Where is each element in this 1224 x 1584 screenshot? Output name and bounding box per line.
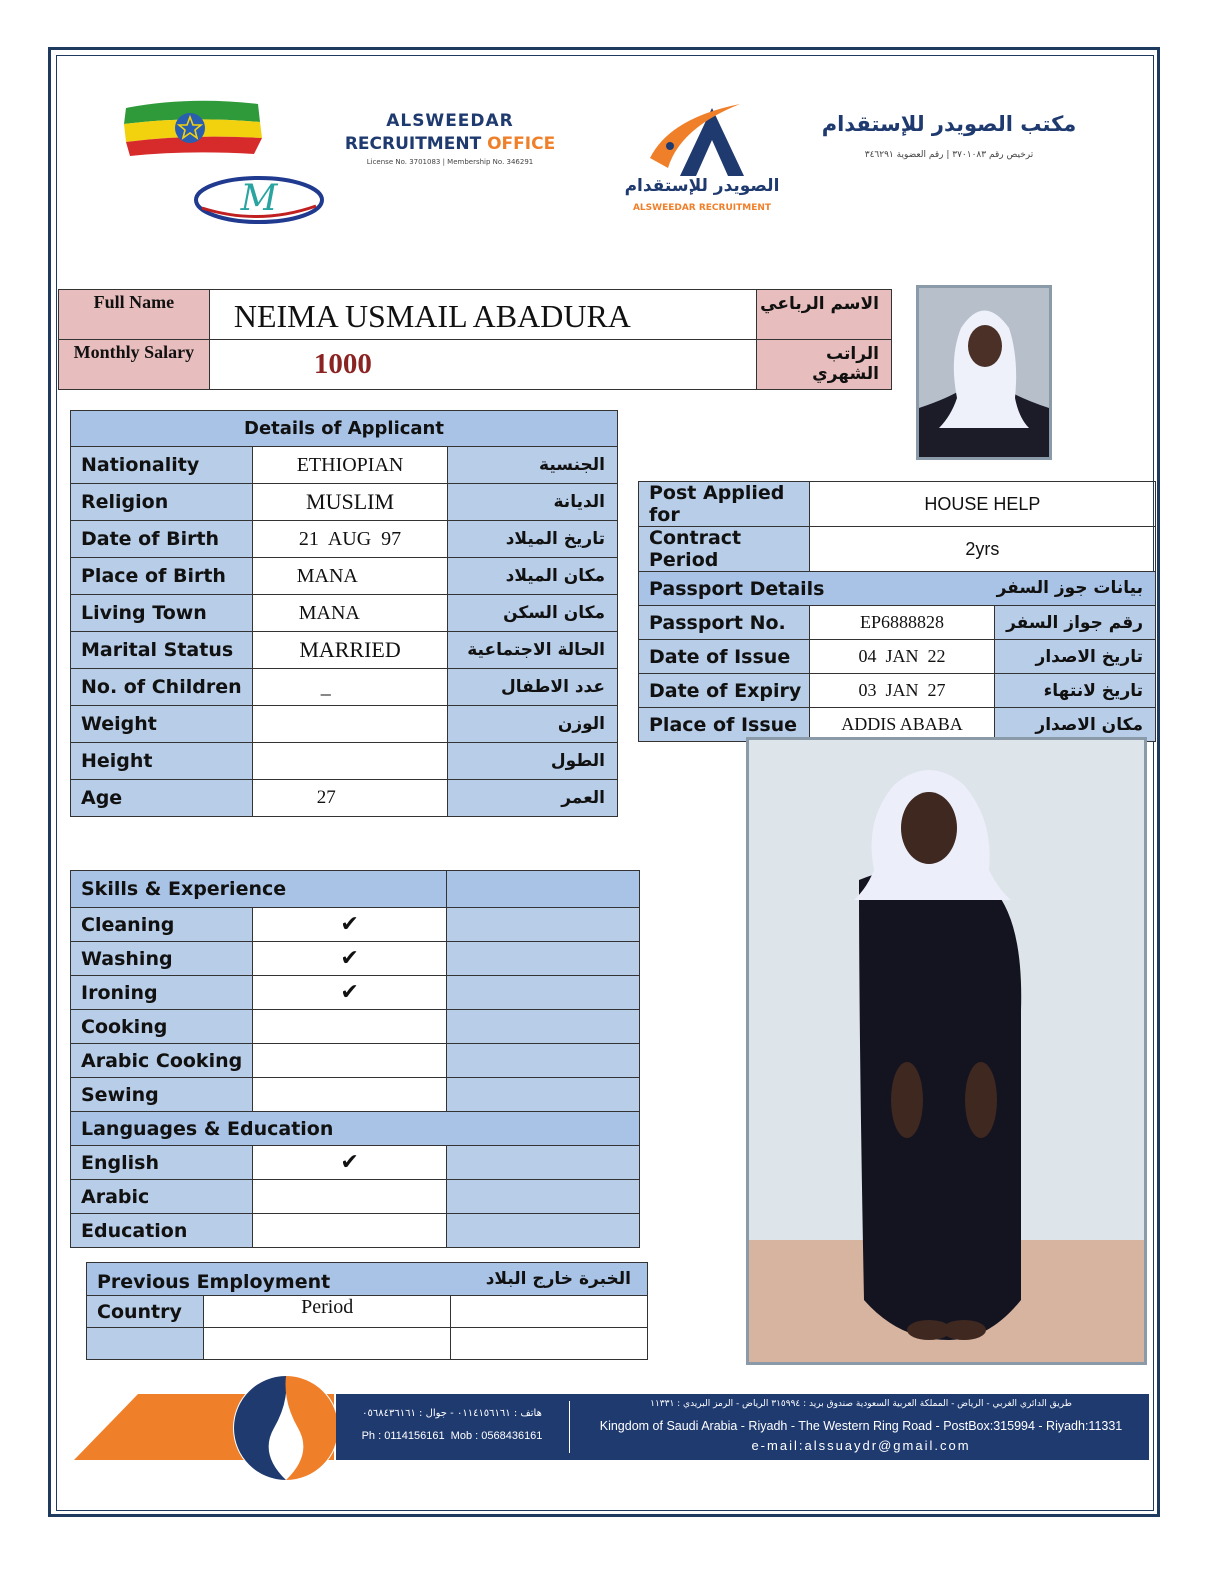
- country-label: Country: [87, 1296, 204, 1328]
- employment-extra-cell: [451, 1328, 648, 1360]
- license-line: License No. 3701083 | Membership No. 346291: [366, 158, 534, 166]
- footer-graphic-icon: [74, 1376, 354, 1486]
- skill-label: Sewing: [71, 1078, 253, 1112]
- detail-label: Place of Birth: [71, 558, 253, 595]
- detail-value: MUSLIM: [252, 484, 448, 521]
- detail-label: Age: [71, 780, 253, 817]
- skill-check: ✔: [252, 908, 447, 942]
- m-logo-icon: [192, 170, 326, 226]
- detail-ar: تاريخ الميلاد: [448, 521, 618, 558]
- ethiopia-flag-icon: [118, 96, 268, 162]
- language-extra: [447, 1146, 640, 1180]
- language-extra: [447, 1180, 640, 1214]
- language-label: Arabic: [71, 1180, 253, 1214]
- right-ar-title: مكتب الصويدر للإستقدام: [821, 112, 1077, 136]
- applicant-photo-full: [746, 737, 1147, 1365]
- detail-ar: مكان السكن: [448, 595, 618, 632]
- employment-title-ar: الخبرة خارج البلاد: [485, 1269, 631, 1289]
- passport-value: ADDIS ABABA: [809, 708, 995, 742]
- applicant-photo-small: [916, 285, 1052, 460]
- full-name-ar: الاسم الرباعي: [757, 290, 892, 340]
- detail-ar: العمر: [448, 780, 618, 817]
- agency-en-line2: [340, 134, 560, 154]
- skill-extra: [447, 1010, 640, 1044]
- agency-en-logo: [340, 111, 560, 166]
- employment-period-cell: [203, 1328, 451, 1360]
- detail-value: 27: [252, 780, 448, 817]
- m-logo-letter: M: [240, 178, 278, 219]
- passport-value: 04 JAN 22: [809, 640, 995, 674]
- portrait-full-icon: [749, 740, 1144, 1362]
- detail-label: Height: [71, 743, 253, 780]
- employment-table: [86, 1262, 648, 1360]
- skills-title-spacer: [447, 871, 640, 908]
- detail-label: Living Town: [71, 595, 253, 632]
- agency-en-office: OFFICE: [487, 134, 556, 154]
- languages-title: Languages & Education: [71, 1112, 640, 1146]
- footer-address-ar: طريق الدائري الغربي - الرياض - المملكة العربية السعودية صندوق بريد : ٣١٥٩٩٤ الرياض - الرمز البريدي : ١١٣٣١: [650, 1399, 1072, 1409]
- passport-value: 03 JAN 27: [809, 674, 995, 708]
- detail-value: 21 AUG 97: [252, 521, 448, 558]
- skill-check: [252, 1010, 447, 1044]
- detail-value: ETHIOPIAN: [252, 447, 448, 484]
- agency-en-recruitment: RECRUITMENT: [344, 134, 482, 154]
- detail-label: Date of Birth: [71, 521, 253, 558]
- passport-table: [638, 481, 1156, 742]
- footer-divider: [569, 1401, 570, 1453]
- detail-ar: الوزن: [448, 706, 618, 743]
- logo-en-text: ALSWEEDAR RECRUITMENT: [632, 203, 772, 213]
- skill-check: ✔: [252, 976, 447, 1010]
- detail-ar: عدد الاطفال: [448, 669, 618, 706]
- detail-value: _: [252, 669, 448, 706]
- language-label: English: [71, 1146, 253, 1180]
- contract-value: 2yrs: [809, 527, 1155, 572]
- detail-value: MANA: [252, 595, 448, 632]
- passport-header-label: Passport Details: [649, 577, 825, 600]
- language-check: [252, 1180, 447, 1214]
- detail-value: [252, 706, 448, 743]
- skill-extra: [447, 908, 640, 942]
- skill-label: Ironing: [71, 976, 253, 1010]
- skill-check: ✔: [252, 942, 447, 976]
- footer-email: e-mail:alssuaydr@gmail.com: [751, 1438, 971, 1453]
- detail-ar: الديانة: [448, 484, 618, 521]
- period-label: Period: [203, 1296, 451, 1328]
- footer-phone-ar: هاتف : ٠١١٤١٥٦١٦١ - جوال : ٠٥٦٨٤٣٦١٦١: [362, 1408, 542, 1419]
- skill-label: Washing: [71, 942, 253, 976]
- passport-label: Date of Expiry: [639, 674, 810, 708]
- logo-ar-text: الصويدر للإستقدام: [624, 176, 780, 196]
- skill-label: Arabic Cooking: [71, 1044, 253, 1078]
- post-value: HOUSE HELP: [809, 482, 1155, 527]
- passport-ar: مكان الاصدار: [995, 708, 1156, 742]
- skills-table: [70, 870, 640, 1248]
- a-logo-icon: [640, 98, 760, 182]
- employment-header: [87, 1263, 648, 1296]
- language-check: ✔: [252, 1146, 447, 1180]
- skills-title: Skills & Experience: [71, 871, 447, 908]
- employment-extra: [451, 1296, 648, 1328]
- passport-header-ar: بيانات جوز السفر: [996, 578, 1143, 598]
- language-label: Education: [71, 1214, 253, 1248]
- passport-header: [639, 572, 1156, 606]
- skill-check: [252, 1078, 447, 1112]
- details-title: Details of Applicant: [71, 411, 618, 447]
- post-label: Post Applied for: [639, 482, 810, 527]
- detail-ar: الجنسية: [448, 447, 618, 484]
- details-table: [70, 410, 618, 817]
- salary-ar: الراتب الشهري: [757, 340, 892, 390]
- passport-value: EP6888828: [809, 606, 995, 640]
- contract-label: Contract Period: [639, 527, 810, 572]
- right-ar-sub: ترخيص رقم ٣٧٠١٠٨٣ | رقم العضوية ٣٤٦٢٩١: [864, 150, 1034, 160]
- detail-label: Religion: [71, 484, 253, 521]
- portrait-small-icon: [919, 288, 1049, 457]
- employment-title: Previous Employment: [97, 1271, 331, 1293]
- detail-value: MARRIED: [252, 632, 448, 669]
- employment-country-cell: [87, 1328, 204, 1360]
- skill-check: [252, 1044, 447, 1078]
- detail-label: Weight: [71, 706, 253, 743]
- language-check: [252, 1214, 447, 1248]
- full-name-value: NEIMA USMAIL ABADURA: [209, 290, 756, 340]
- passport-ar: رقم جواز السفر: [995, 606, 1156, 640]
- salary-value: 1000: [209, 340, 756, 390]
- skill-label: Cooking: [71, 1010, 253, 1044]
- detail-ar: الطول: [448, 743, 618, 780]
- detail-label: No. of Children: [71, 669, 253, 706]
- skill-extra: [447, 942, 640, 976]
- language-extra: [447, 1214, 640, 1248]
- passport-ar: تاريخ لانتهاء: [995, 674, 1156, 708]
- detail-value: MANA: [252, 558, 448, 595]
- detail-value: [252, 743, 448, 780]
- detail-label: Marital Status: [71, 632, 253, 669]
- salary-label: Monthly Salary: [59, 340, 210, 390]
- detail-label: Nationality: [71, 447, 253, 484]
- passport-label: Date of Issue: [639, 640, 810, 674]
- passport-label: Passport No.: [639, 606, 810, 640]
- full-name-label: Full Name: [59, 290, 210, 340]
- skill-extra: [447, 1044, 640, 1078]
- skill-extra: [447, 976, 640, 1010]
- detail-ar: الحالة الاجتماعية: [448, 632, 618, 669]
- name-salary-table: [58, 289, 892, 390]
- detail-ar: مكان الميلاد: [448, 558, 618, 595]
- footer-address-en: Kingdom of Saudi Arabia - Riyadh - The Western Ring Road - PostBox:315994 - Riyadh:11331: [599, 1419, 1123, 1433]
- passport-label: Place of Issue: [639, 708, 810, 742]
- skill-extra: [447, 1078, 640, 1112]
- passport-ar: تاريخ الاصدار: [995, 640, 1156, 674]
- agency-en-line1: ALSWEEDAR: [386, 111, 514, 131]
- footer-phone-en: Ph : 0114156161 Mob : 0568436161: [361, 1430, 543, 1442]
- skill-label: Cleaning: [71, 908, 253, 942]
